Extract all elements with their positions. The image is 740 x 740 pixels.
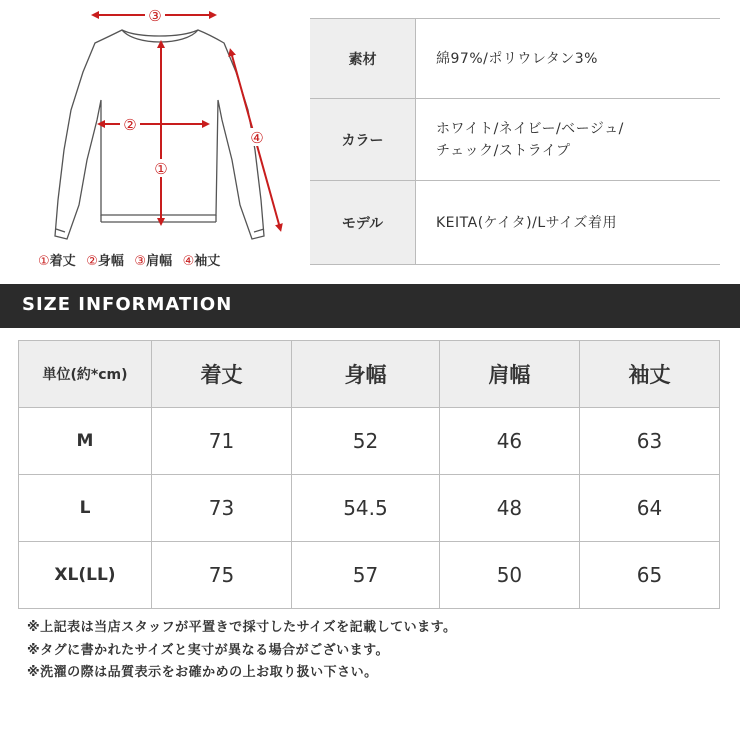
table-cell: 65 (579, 542, 719, 609)
header-cell: 着丈 (152, 341, 292, 408)
table-cell: 73 (152, 475, 292, 542)
legend-num: ③ (134, 254, 147, 269)
legend-num: ④ (182, 254, 195, 269)
table-row (19, 475, 720, 542)
spec-value-line: チェック/ストライプ (436, 142, 571, 159)
size-information-band (0, 284, 740, 328)
unit-label: 単位(約*cm) (19, 341, 152, 408)
marker-sleeve: ④ (250, 129, 264, 147)
section-title: SIZE INFORMATION (22, 294, 233, 315)
size-table-header (19, 341, 720, 408)
legend-label: 身幅 (97, 254, 124, 269)
spec-row-color (310, 99, 720, 181)
table-cell: 75 (152, 542, 292, 609)
garment-diagram (0, 0, 300, 280)
note-line: ※洗濯の際は品質表示をお確かめの上お取り扱い下さい。 (27, 665, 378, 680)
table-row (19, 542, 720, 609)
legend-label: 肩幅 (146, 254, 173, 269)
spec-value-line: 綿97%/ポリウレタン3% (436, 50, 598, 67)
table-cell: 71 (152, 408, 292, 475)
table-cell: 63 (579, 408, 719, 475)
legend-item (38, 254, 76, 269)
spec-value-line: KEITA(ケイタ)/Lサイズ着用 (436, 214, 618, 231)
table-cell: 46 (439, 408, 579, 475)
spec-key: カラー (310, 99, 416, 181)
notes (27, 617, 457, 685)
spec-value-line: ホワイト/ネイビー/ベージュ/ (436, 120, 624, 137)
table-row (19, 408, 720, 475)
legend-item (134, 254, 172, 269)
header-cell: 袖丈 (579, 341, 719, 408)
spec-key: モデル (310, 181, 416, 265)
size-label: M (19, 408, 152, 475)
table-cell: 52 (292, 408, 440, 475)
legend-item (86, 254, 124, 269)
size-label: L (19, 475, 152, 542)
size-label: XL(LL) (19, 542, 152, 609)
spec-row-model (310, 181, 720, 265)
legend-num: ② (86, 254, 98, 269)
table-cell: 57 (292, 542, 440, 609)
marker-shoulder: ③ (148, 7, 162, 25)
size-table (18, 340, 720, 609)
spec-key: 素材 (310, 19, 416, 99)
table-cell: 50 (439, 542, 579, 609)
note-line: ※上記表は当店スタッフが平置きで採寸したサイズを記載しています。 (27, 620, 457, 635)
marker-length: ① (154, 160, 168, 178)
header-cell: 肩幅 (439, 341, 579, 408)
table-cell: 54.5 (292, 475, 440, 542)
legend-item (183, 254, 221, 269)
table-cell: 48 (439, 475, 579, 542)
legend-label: 着丈 (49, 254, 76, 269)
marker-body-width: ② (123, 116, 137, 134)
legend-num: ① (38, 254, 50, 269)
spec-table (310, 18, 720, 265)
table-cell: 64 (579, 475, 719, 542)
note-line: ※タグに書かれたサイズと実寸が異なる場合がございます。 (27, 642, 390, 658)
header-cell: 身幅 (292, 341, 440, 408)
legend-label: 袖丈 (194, 254, 221, 269)
spec-row-material (310, 19, 720, 99)
measurement-legend (38, 250, 226, 269)
spec-value (416, 19, 721, 99)
spec-value (416, 99, 721, 181)
spec-value (416, 181, 721, 265)
